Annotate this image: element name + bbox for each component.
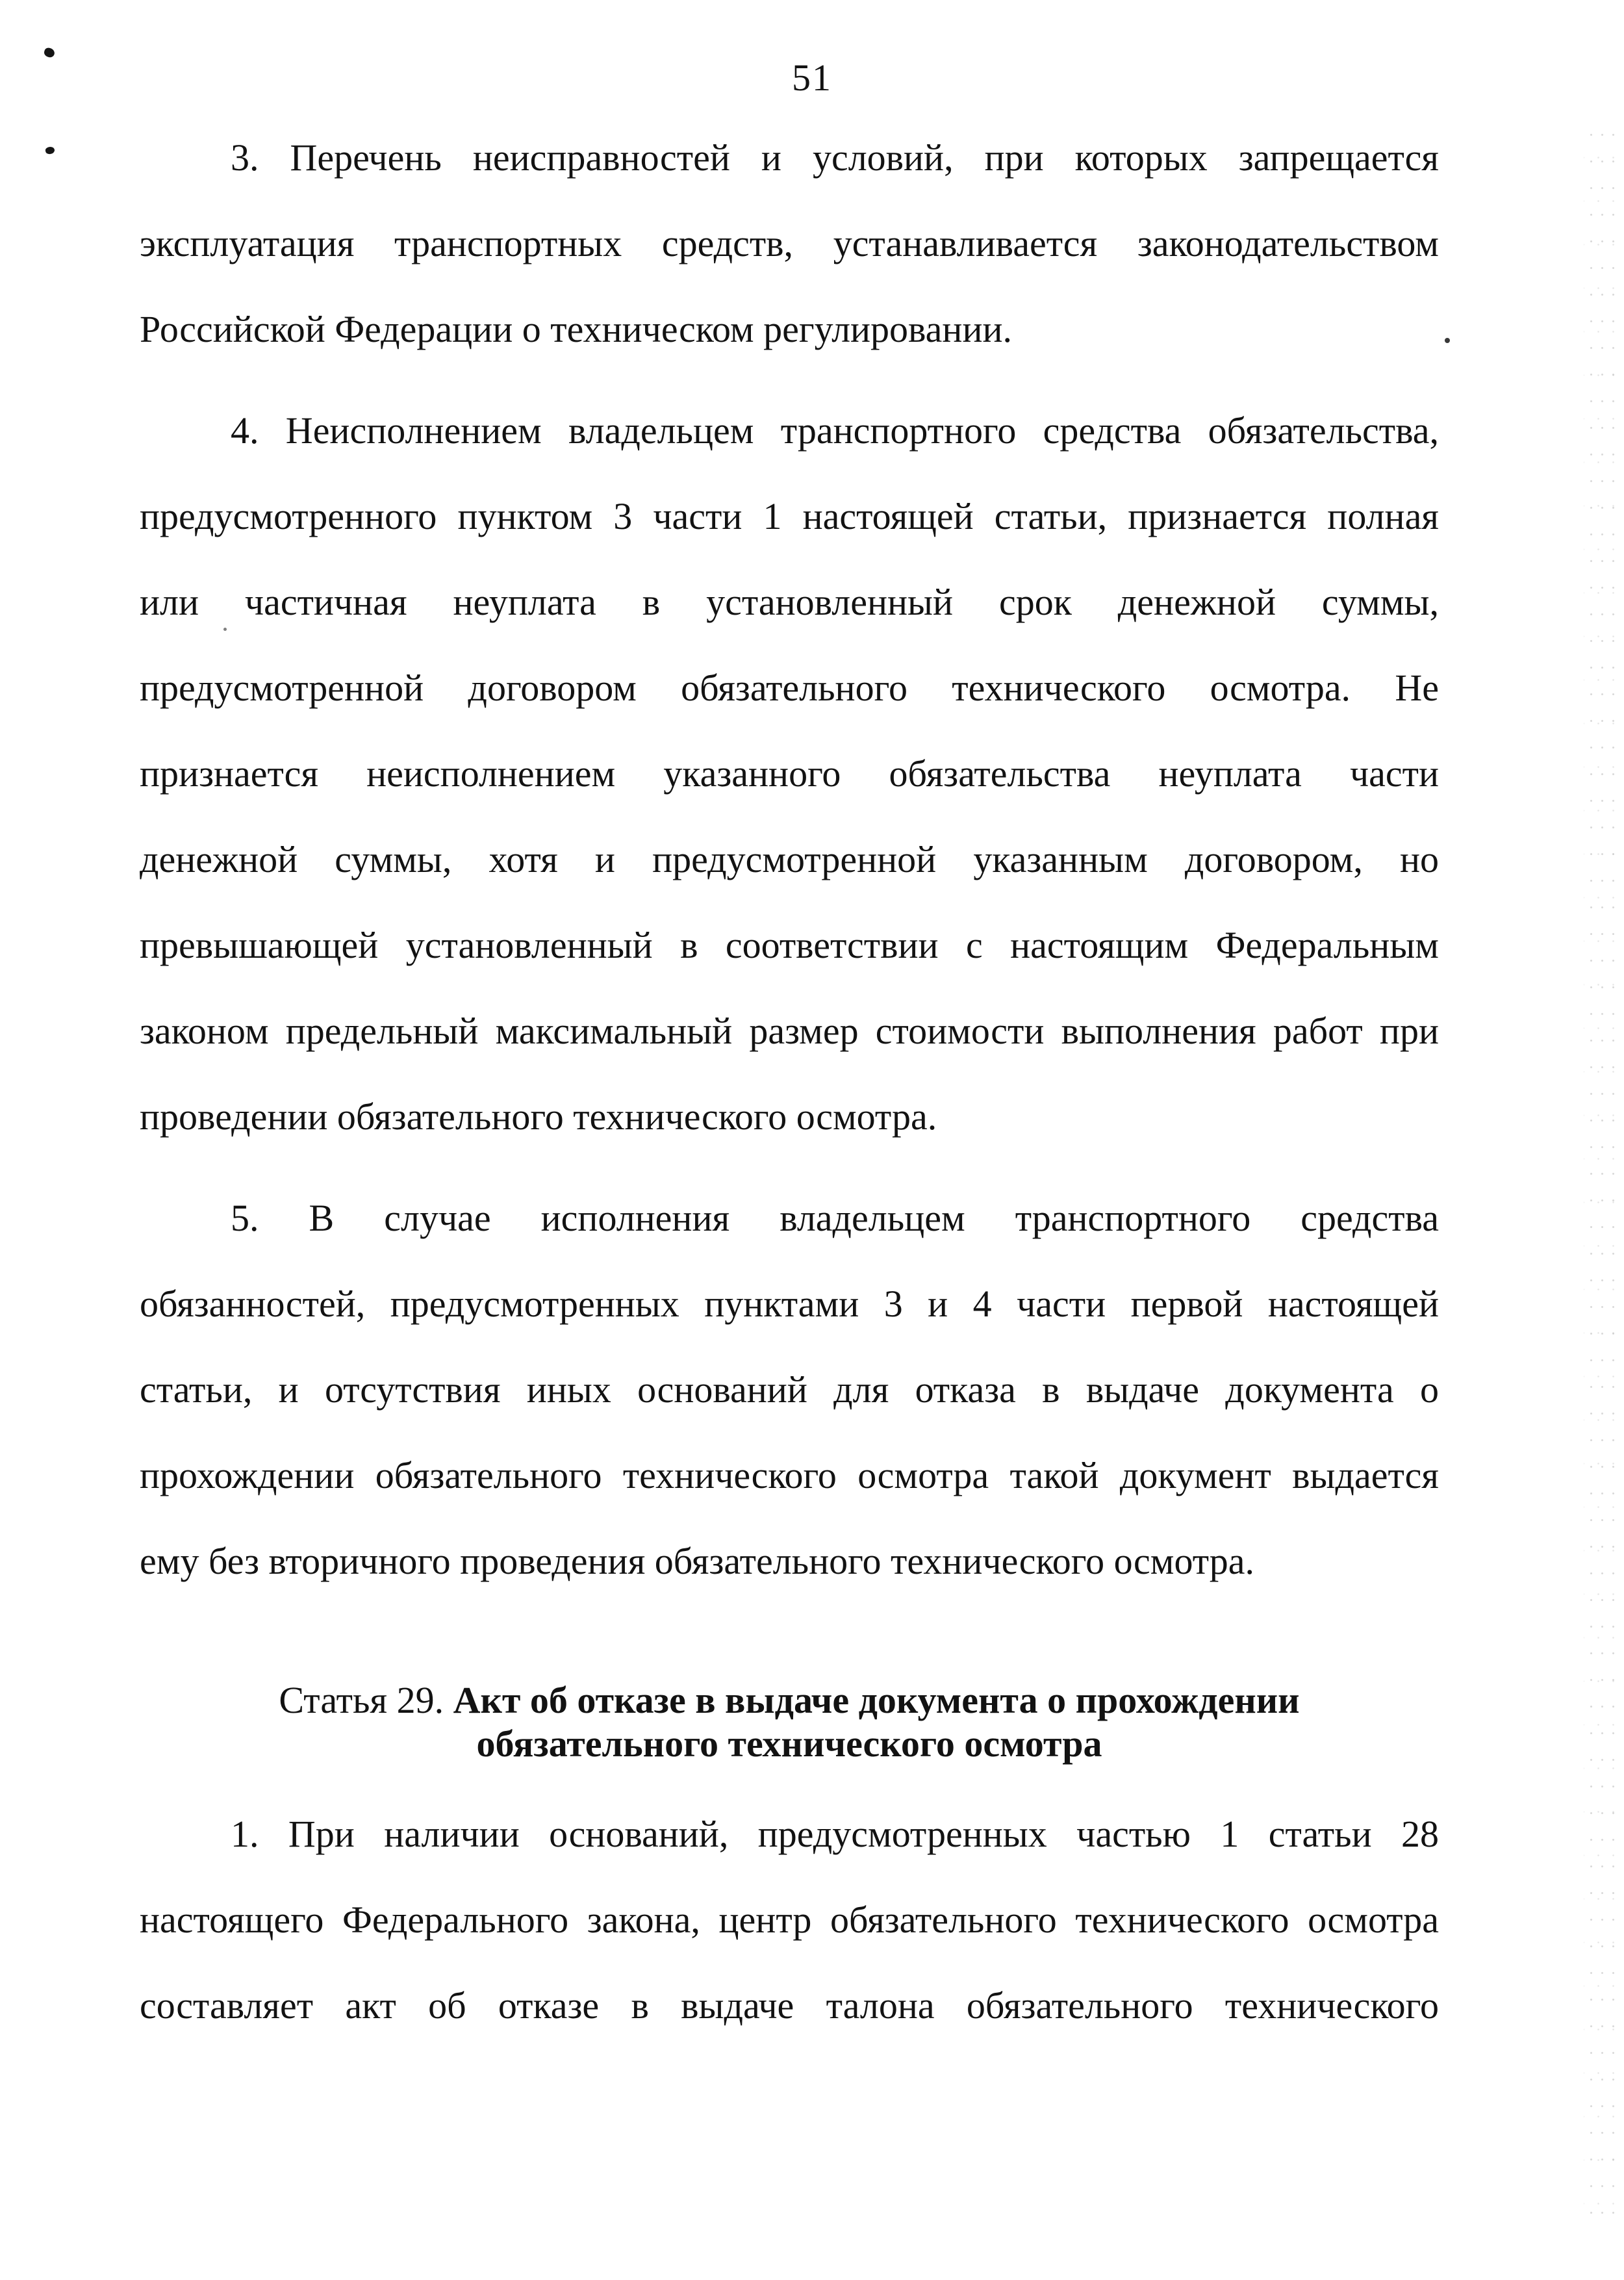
text-line: Российской Федерации о техническом регулировании.: [140, 308, 1013, 350]
article-heading: [140, 1678, 1439, 1765]
paragraph: [140, 1791, 1439, 2049]
text-line: статьи, и отсутствия иных оснований для отказа в выдаче документа о: [140, 1368, 1439, 1411]
paragraph: [140, 1175, 1439, 1604]
text-line: проведении обязательного технического осмотра.: [140, 1095, 937, 1138]
article-heading-line: [140, 1678, 1439, 1722]
text-line: превышающей установленный в соответствии с настоящим Федеральным: [140, 924, 1439, 966]
article-title-text: обязательного технического осмотра: [476, 1723, 1102, 1765]
text-line: ему без вторичного проведения обязательного технического осмотра.: [140, 1540, 1255, 1582]
text-line: эксплуатация транспортных средств, устанавливается законодательством: [140, 222, 1439, 264]
scan-speck: [1445, 338, 1450, 343]
article-number: Статья 29.: [279, 1679, 453, 1721]
text-line: признается неисполнением указанного обязательства неуплата части: [140, 752, 1439, 795]
scan-speck: [223, 628, 227, 631]
text-line: 1. При наличии оснований, предусмотренных частью 1 статьи 28: [231, 1813, 1439, 1855]
text-line: 5. В случае исполнения владельцем транспортного средства: [231, 1197, 1439, 1239]
text-line: предусмотренной договором обязательного технического осмотра. Не: [140, 667, 1439, 709]
document-body: [140, 115, 1439, 2049]
text-line: составляет акт об отказе в выдаче талона обязательного технического: [140, 1984, 1439, 2027]
paragraph: [140, 115, 1439, 372]
text-line: предусмотренного пунктом 3 части 1 настоящей статьи, признается полная: [140, 495, 1439, 537]
article-heading-line: [140, 1722, 1439, 1765]
text-line: обязанностей, предусмотренных пунктами 3 и 4 части первой настоящей: [140, 1283, 1439, 1325]
scan-edge-noise: [1584, 117, 1620, 2222]
text-line: настоящего Федерального закона, центр обязательного технического осмотра: [140, 1899, 1439, 1941]
scan-speck: [45, 146, 55, 155]
text-line: прохождении обязательного технического осмотра такой документ выдается: [140, 1454, 1439, 1496]
text-line: или частичная неуплата в установленный срок денежной суммы,: [140, 581, 1439, 623]
text-line: 4. Неисполнением владельцем транспортного средства обязательства,: [231, 409, 1439, 452]
paragraph: [140, 388, 1439, 1160]
scan-speck: [43, 47, 56, 58]
text-line: 3. Перечень неисправностей и условий, при которых запрещается: [231, 136, 1439, 179]
text-line: денежной суммы, хотя и предусмотренной указанным договором, но: [140, 838, 1439, 880]
article-title-text: Акт об отказе в выдаче документа о прохождении: [453, 1679, 1300, 1721]
page-number: 51: [792, 57, 832, 99]
text-line: законом предельный максимальный размер стоимости выполнения работ при: [140, 1010, 1439, 1052]
